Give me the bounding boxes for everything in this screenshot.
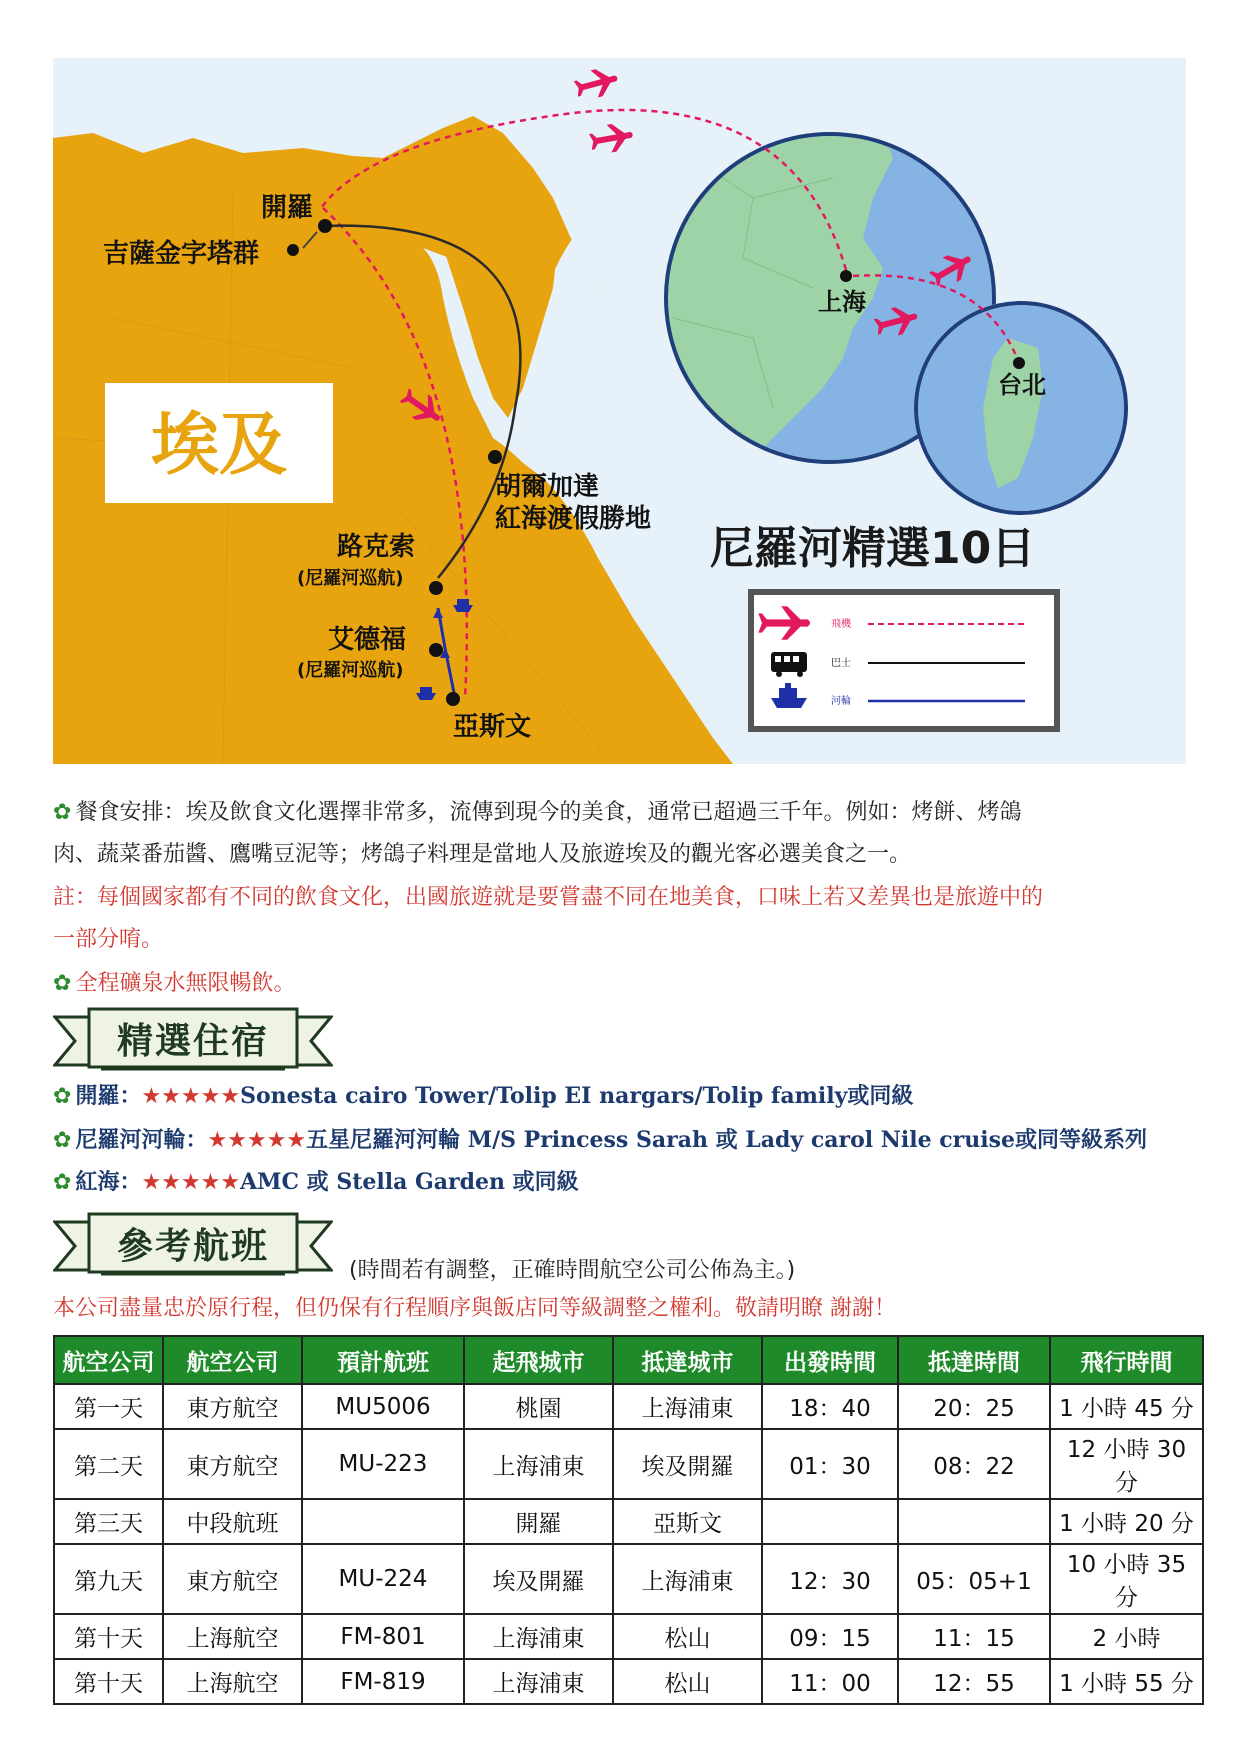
city-shanghai: 上海	[818, 288, 866, 316]
water-note: ✿ 全程礦泉水無限暢飲。	[53, 971, 296, 996]
legend-plane-label: 飛機	[831, 619, 851, 630]
city-taipei: 台北	[998, 371, 1046, 399]
flights-table	[53, 1335, 1204, 1705]
city-giza: 吉薩金字塔群	[103, 239, 260, 269]
table-header: 抵達城市	[613, 1336, 762, 1384]
map-legend	[751, 592, 1057, 729]
table-header: 預計航班	[302, 1336, 464, 1384]
legend-ship-label: 河輪	[831, 696, 851, 707]
route-title: 尼羅河精選10日	[710, 523, 1036, 574]
table-row: 第三天 中段航班 開羅 亞斯文 1 小時 20 分	[54, 1499, 1203, 1544]
city-aswan: 亞斯文	[453, 712, 532, 742]
table-row: 第九天 東方航空 MU-224 埃及開羅 上海浦東 12：30 05：05+1 10 小時 35 分	[54, 1544, 1203, 1614]
flower-icon: ✿	[53, 1128, 72, 1153]
flights-banner-title: 參考航班	[116, 1226, 269, 1267]
meals-note-2: 一部分唷。	[53, 927, 164, 952]
meals-text-1: 餐食安排：埃及飲食文化選擇非常多，流傳到現今的美食，通常已超過三千年。例如：烤餅、烤鴿	[75, 800, 1022, 825]
hotel-item-cairo: ✿ 開羅：★★★★★Sonesta cairo Tower/Tolip EI nargars/Tolip family或同級	[53, 1083, 914, 1109]
star-rating: ★★★★★	[141, 1170, 241, 1195]
city-hurghada-desc: 紅海渡假勝地	[495, 504, 652, 534]
table-row: 第十天 上海航空 FM-801 上海浦東 松山 09：15 11：15 2 小時	[54, 1614, 1203, 1659]
city-edfu: 艾德福	[328, 625, 407, 655]
table-header: 飛行時間	[1050, 1336, 1203, 1384]
star-rating: ★★★★★	[207, 1128, 307, 1153]
route-map	[53, 58, 1186, 764]
table-row: 第十天 上海航空 FM-819 上海浦東 松山 11：00 12：55 1 小時 55 分	[54, 1659, 1203, 1704]
hotel-item-nile-cruise: ✿ 尼羅河河輪：★★★★★五星尼羅河河輪 M/S Princess Sarah 或 Lady carol Nile cruise或同等級系列	[53, 1127, 1147, 1153]
table-header: 抵達時間	[898, 1336, 1050, 1384]
table-header: 航空公司	[54, 1336, 163, 1384]
flights-disclaimer: 本公司盡量忠於原行程，但仍保有行程順序與飯店同等級調整之權利。敬請明瞭 謝謝！	[53, 1296, 896, 1321]
hotels-banner	[53, 1005, 333, 1077]
flower-icon: ✿	[53, 971, 72, 996]
table-header-row	[54, 1336, 1203, 1384]
city-hurghada: 胡爾加達	[495, 472, 600, 502]
flights-note: (時間若有調整，正確時間航空公司公佈為主。)	[349, 1258, 796, 1283]
city-edfu-note: (尼羅河巡航)	[297, 660, 404, 681]
star-rating: ★★★★★	[141, 1084, 241, 1109]
city-luxor-note: (尼羅河巡航)	[297, 568, 404, 589]
meals-line-2: 肉、蔬菜番茄醬、鷹嘴豆泥等；烤鴿子料理是當地人及旅遊埃及的觀光客必選美食之一。	[53, 842, 912, 867]
table-header: 航空公司	[163, 1336, 302, 1384]
hotels-banner-title: 精選住宿	[116, 1021, 269, 1062]
table-header: 出發時間	[762, 1336, 898, 1384]
table-header: 起飛城市	[464, 1336, 613, 1384]
hotel-item-red-sea: ✿ 紅海：★★★★★AMC 或 Stella Garden 或同級	[53, 1169, 579, 1195]
table-row: 第二天 東方航空 MU-223 上海浦東 埃及開羅 01：30 08：22 12 小時 30 分	[54, 1429, 1203, 1499]
table-row: 第一天 東方航空 MU5006 桃園 上海浦東 18：40 20：25 1 小時 45 分	[54, 1384, 1203, 1429]
legend-bus-label: 巴士	[831, 658, 851, 669]
meals-section	[53, 799, 1203, 827]
meals-note-1: 註：每個國家都有不同的飲食文化，出國旅遊就是要嘗盡不同在地美食，口味上若又差異也是旅遊中的	[53, 885, 1044, 910]
city-cairo: 開羅	[261, 193, 314, 223]
flower-icon: ✿	[53, 800, 72, 825]
flower-icon: ✿	[53, 1170, 72, 1195]
city-luxor: 路克索	[337, 532, 416, 562]
egypt-label: 埃及	[150, 406, 288, 485]
flower-icon: ✿	[53, 1084, 72, 1109]
flights-banner	[53, 1210, 333, 1282]
